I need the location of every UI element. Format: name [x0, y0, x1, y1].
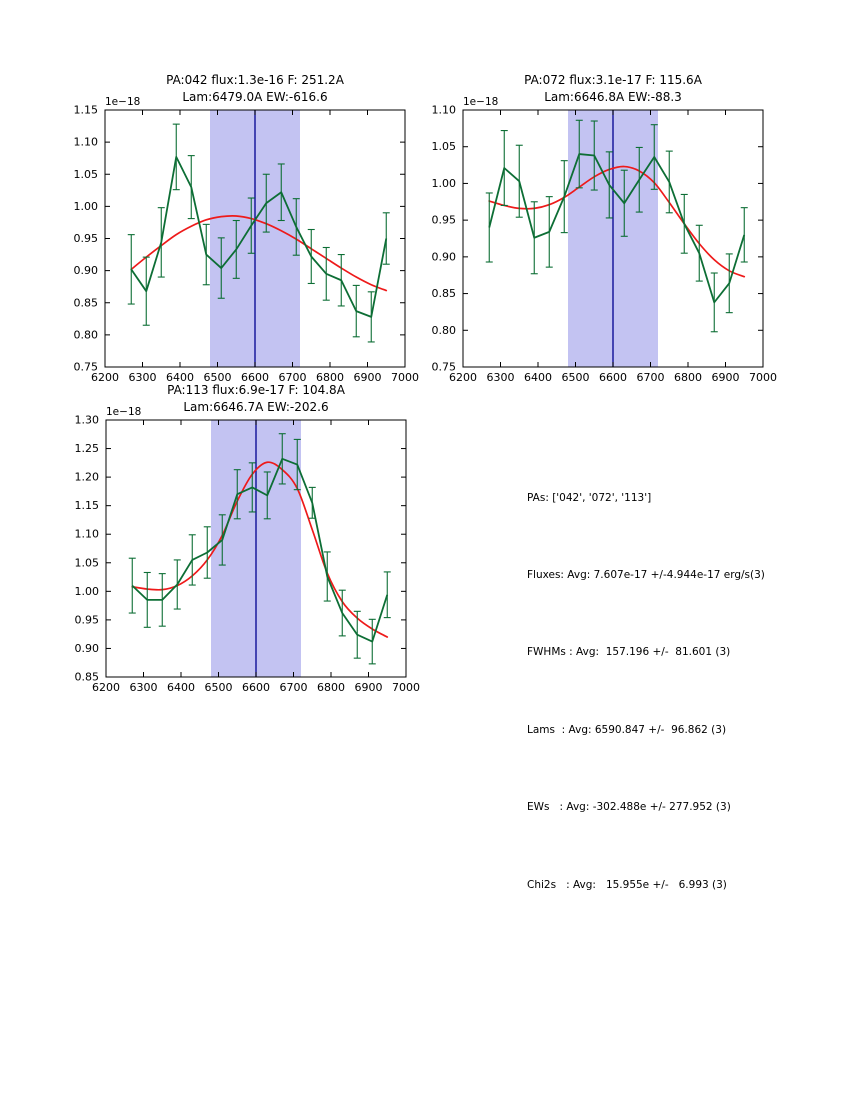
y-axis-offset-label: 1e−18	[463, 96, 499, 108]
y-tick-label: 0.75	[431, 360, 456, 374]
y-tick-label: 1.15	[74, 499, 99, 513]
x-tick-label: 6400	[167, 681, 195, 694]
x-tick-label: 6700	[278, 371, 307, 384]
x-tick-label: 6400	[524, 371, 552, 384]
chart-plot-area-pa042	[60, 96, 420, 392]
y-tick-label: 1.30	[74, 413, 99, 427]
stats-line-pas: PAs: ['042', '072', '113']	[527, 491, 652, 504]
stats-line-lams: Lams : Avg: 6590.847 +/- 96.862 (3)	[527, 723, 727, 736]
x-tick-label: 6600	[241, 371, 269, 384]
stats-line-fwhms: FWHMs : Avg: 157.196 +/- 81.601 (3)	[527, 646, 731, 659]
y-tick-label: 0.80	[73, 328, 98, 342]
y-tick-label: 0.80	[431, 323, 456, 337]
chart-plot-area-pa072	[418, 96, 778, 392]
y-tick-label: 0.85	[73, 296, 98, 310]
subplot-title-line2: Lam:6479.0A EW:-616.6	[182, 90, 328, 104]
subplot-title-line2: Lam:6646.7A EW:-202.6	[183, 400, 329, 414]
x-tick-label: 6900	[354, 681, 383, 694]
x-tick-label: 6200	[91, 371, 119, 384]
y-tick-label: 1.05	[73, 167, 98, 181]
x-tick-label: 6700	[636, 371, 665, 384]
y-tick-label: 1.00	[431, 176, 456, 190]
x-tick-label: 6300	[129, 681, 158, 694]
x-tick-label: 6800	[674, 371, 702, 384]
y-tick-label: 0.95	[431, 213, 456, 227]
y-tick-label: 1.25	[74, 442, 99, 456]
fit-statistics-panel	[527, 434, 765, 950]
y-tick-label: 1.05	[74, 556, 99, 570]
subplot-title-line2: Lam:6646.8A EW:-88.3	[544, 90, 682, 104]
x-tick-label: 6500	[204, 681, 233, 694]
x-tick-label: 7000	[392, 681, 420, 694]
y-tick-label: 1.10	[73, 135, 98, 149]
x-tick-label: 6500	[561, 371, 590, 384]
y-tick-label: 1.15	[73, 103, 98, 117]
subplot-title-line1: PA:042 flux:1.3e-16 F: 251.2A	[166, 73, 344, 87]
y-axis-offset-label: 1e−18	[106, 406, 142, 418]
y-tick-label: 0.85	[431, 287, 456, 301]
y-tick-label: 1.00	[73, 199, 98, 213]
x-tick-label: 6300	[128, 371, 157, 384]
x-tick-label: 6200	[92, 681, 120, 694]
x-tick-label: 6700	[279, 681, 308, 694]
x-tick-label: 6800	[316, 371, 344, 384]
y-tick-label: 0.90	[74, 641, 99, 655]
stats-line-chi2s: Chi2s : Avg: 15.955e +/- 6.993 (3)	[527, 878, 727, 891]
y-tick-label: 1.00	[74, 584, 99, 598]
y-tick-label: 1.10	[431, 103, 456, 117]
x-tick-label: 7000	[391, 371, 419, 384]
subplot-title-line1: PA:072 flux:3.1e-17 F: 115.6A	[524, 73, 702, 87]
x-tick-label: 6200	[449, 371, 477, 384]
x-tick-label: 6600	[242, 681, 270, 694]
x-tick-label: 6800	[317, 681, 345, 694]
stats-line-fluxes: Fluxes: Avg: 7.607e-17 +/-4.944e-17 erg/s(3)	[527, 568, 765, 581]
y-axis-offset-label: 1e−18	[105, 96, 141, 108]
x-tick-label: 6900	[711, 371, 740, 384]
y-tick-label: 0.85	[74, 670, 99, 684]
y-tick-label: 0.90	[73, 264, 98, 278]
y-tick-label: 1.10	[74, 527, 99, 541]
y-tick-label: 1.20	[74, 470, 99, 484]
chart-plot-area-pa113	[61, 406, 421, 702]
x-tick-label: 7000	[749, 371, 777, 384]
x-tick-label: 6300	[486, 371, 515, 384]
y-tick-label: 0.90	[431, 250, 456, 264]
y-tick-label: 1.05	[431, 140, 456, 154]
stats-line-ews: EWs : Avg: -302.488e +/- 277.952 (3)	[527, 801, 731, 814]
x-tick-label: 6900	[353, 371, 382, 384]
x-tick-label: 6400	[166, 371, 194, 384]
y-tick-label: 0.95	[74, 613, 99, 627]
y-tick-label: 0.95	[73, 232, 98, 245]
x-tick-label: 6600	[599, 371, 627, 384]
y-tick-label: 0.75	[73, 360, 98, 374]
x-tick-label: 6500	[203, 371, 232, 384]
subplot-title-line1: PA:113 flux:6.9e-17 F: 104.8A	[167, 383, 345, 397]
